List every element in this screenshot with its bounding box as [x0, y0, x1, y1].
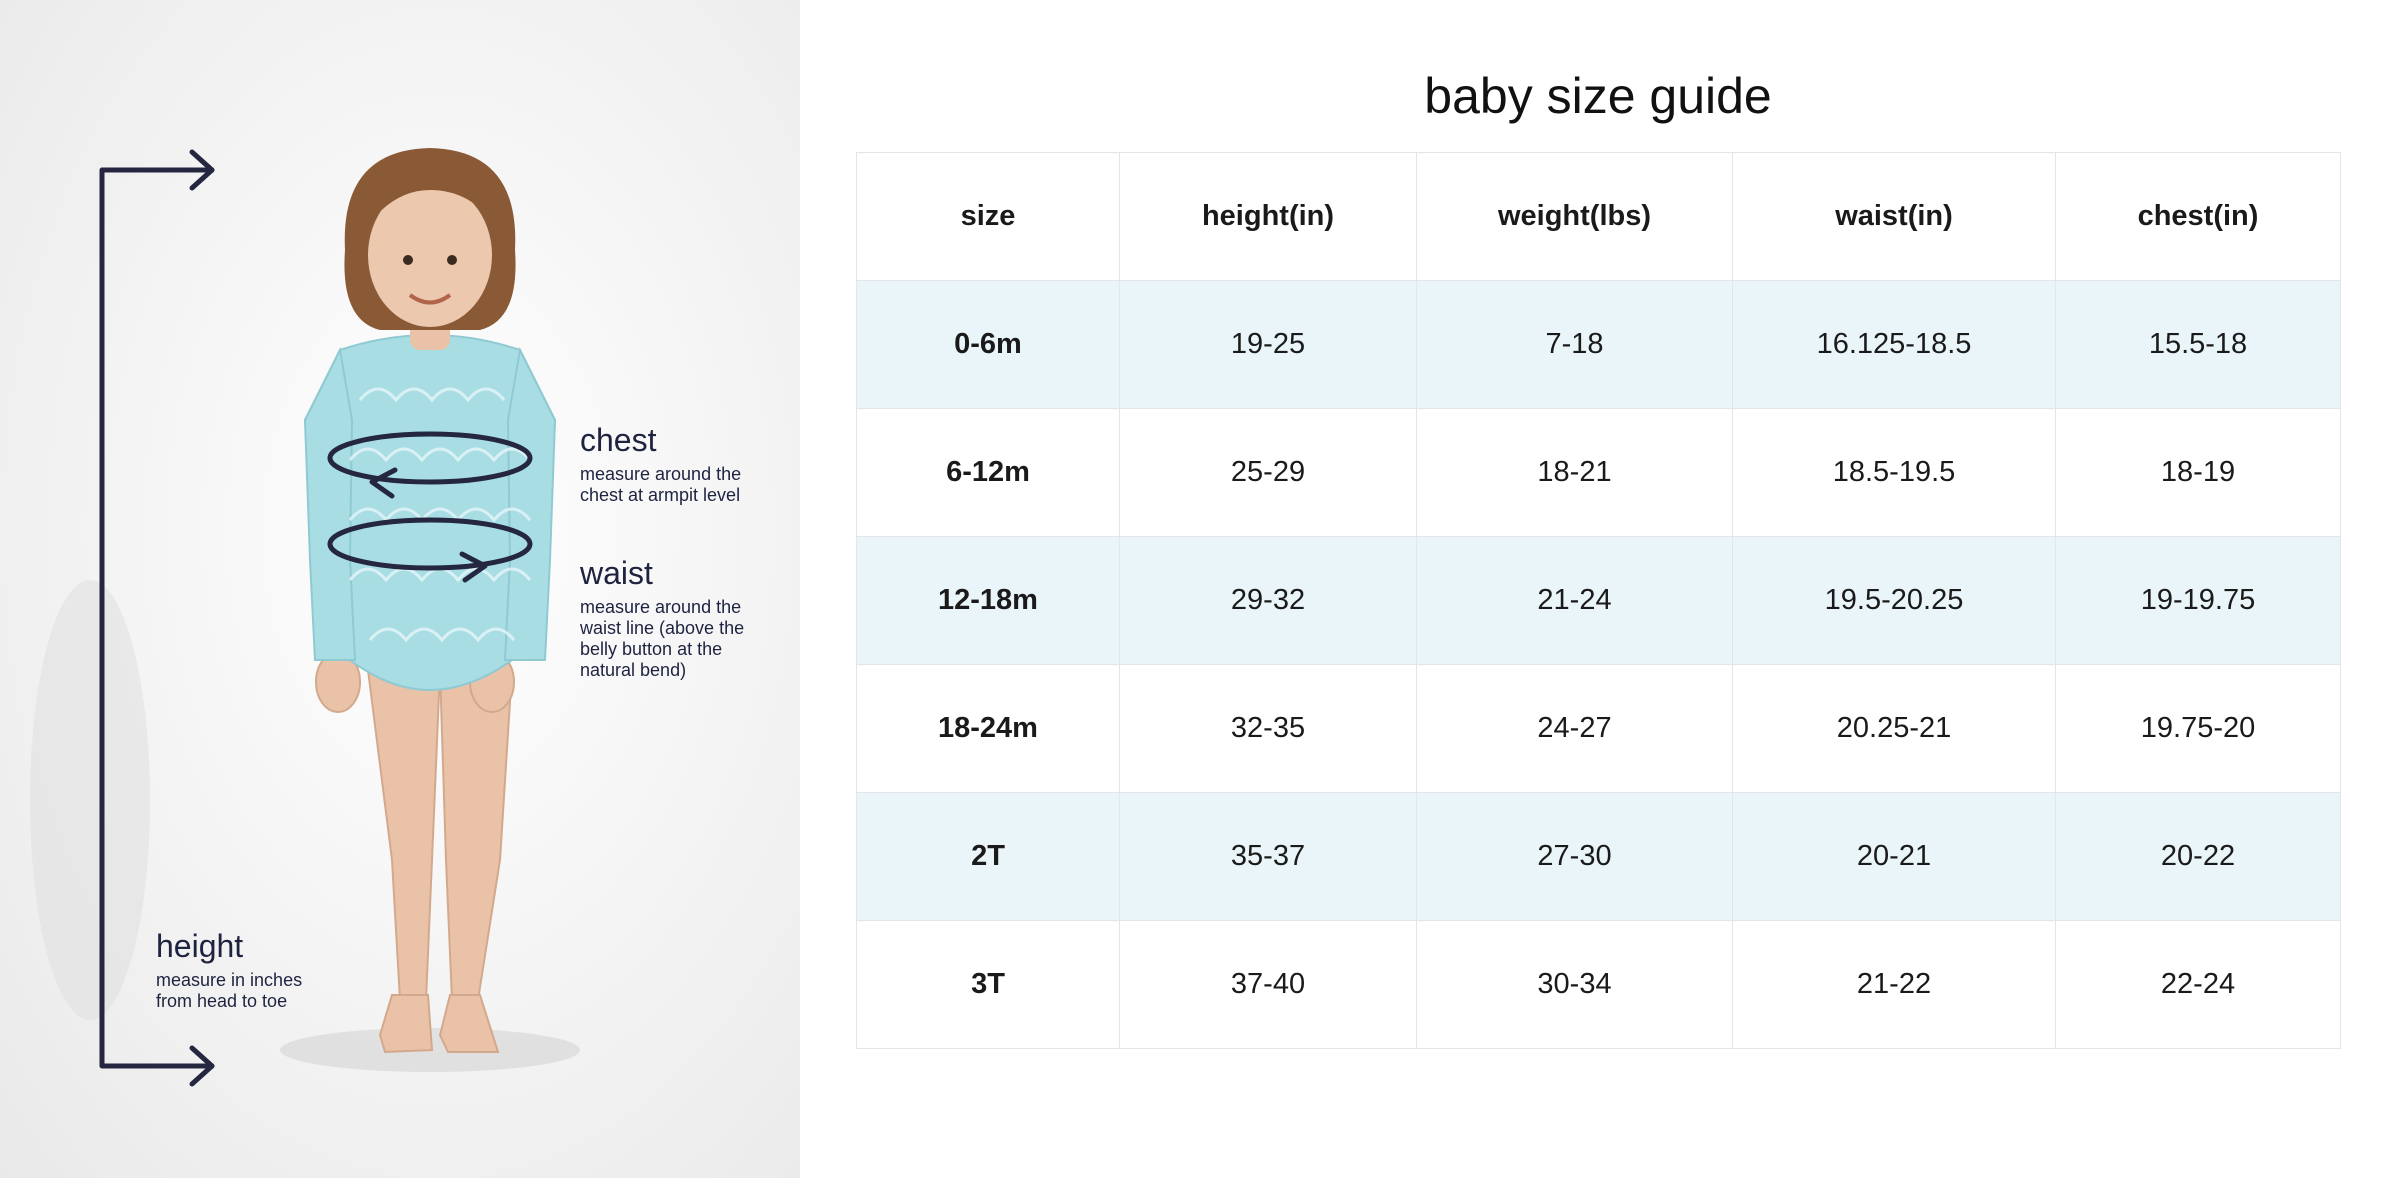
table-header-row [857, 153, 2341, 281]
size-cell: 3T [857, 921, 1120, 1049]
waist-annotation [580, 555, 780, 681]
chest-cell: 22-24 [2056, 921, 2341, 1049]
header-size: size [857, 153, 1120, 281]
height-annotation-label: height [156, 928, 244, 964]
waist-cell: 16.125-18.5 [1733, 281, 2056, 409]
size-guide-table [856, 152, 2341, 1049]
model-head [344, 148, 515, 330]
table-row [857, 409, 2341, 537]
size-cell: 12-18m [857, 537, 1120, 665]
weight-cell: 30-34 [1417, 921, 1733, 1049]
table-row [857, 921, 2341, 1049]
chest-annotation [580, 422, 780, 506]
chest-cell: 19.75-20 [2056, 665, 2341, 793]
model-legs [368, 670, 512, 1052]
waist-cell: 20-21 [1733, 793, 2056, 921]
weight-cell: 7-18 [1417, 281, 1733, 409]
height-cell: 29-32 [1120, 537, 1417, 665]
waist-cell: 19.5-20.25 [1733, 537, 2056, 665]
weight-cell: 27-30 [1417, 793, 1733, 921]
height-cell: 25-29 [1120, 409, 1417, 537]
weight-cell: 21-24 [1417, 537, 1733, 665]
waist-cell: 20.25-21 [1733, 665, 2056, 793]
table-row [857, 537, 2341, 665]
chest-cell: 18-19 [2056, 409, 2341, 537]
header-chest: chest(in) [2056, 153, 2341, 281]
waist-annotation-description: measure around the waist line (above the belly button at the natural bend) [580, 597, 745, 680]
height-cell: 32-35 [1120, 665, 1417, 793]
size-cell: 2T [857, 793, 1120, 921]
model-photo-panel [0, 0, 800, 1178]
weight-cell: 18-21 [1417, 409, 1733, 537]
header-waist: waist(in) [1733, 153, 2056, 281]
size-cell: 18-24m [857, 665, 1120, 793]
table-row [857, 665, 2341, 793]
header-weight: weight(lbs) [1417, 153, 1733, 281]
height-annotation-description: measure in inches from head to toe [156, 970, 303, 1011]
height-annotation [156, 928, 376, 1012]
height-cell: 19-25 [1120, 281, 1417, 409]
waist-annotation-label: waist [580, 555, 653, 591]
header-height: height(in) [1120, 153, 1417, 281]
waist-cell: 21-22 [1733, 921, 2056, 1049]
chest-cell: 19-19.75 [2056, 537, 2341, 665]
page-title: baby size guide [1424, 68, 1772, 124]
table-row [857, 281, 2341, 409]
chest-cell: 15.5-18 [2056, 281, 2341, 409]
height-cell: 37-40 [1120, 921, 1417, 1049]
table-row [857, 793, 2341, 921]
size-cell: 0-6m [857, 281, 1120, 409]
chest-annotation-description: measure around the chest at armpit level [580, 464, 742, 505]
chest-annotation-label: chest [580, 422, 657, 458]
waist-cell: 18.5-19.5 [1733, 409, 2056, 537]
weight-cell: 24-27 [1417, 665, 1733, 793]
chest-cell: 20-22 [2056, 793, 2341, 921]
height-cell: 35-37 [1120, 793, 1417, 921]
size-cell: 6-12m [857, 409, 1120, 537]
